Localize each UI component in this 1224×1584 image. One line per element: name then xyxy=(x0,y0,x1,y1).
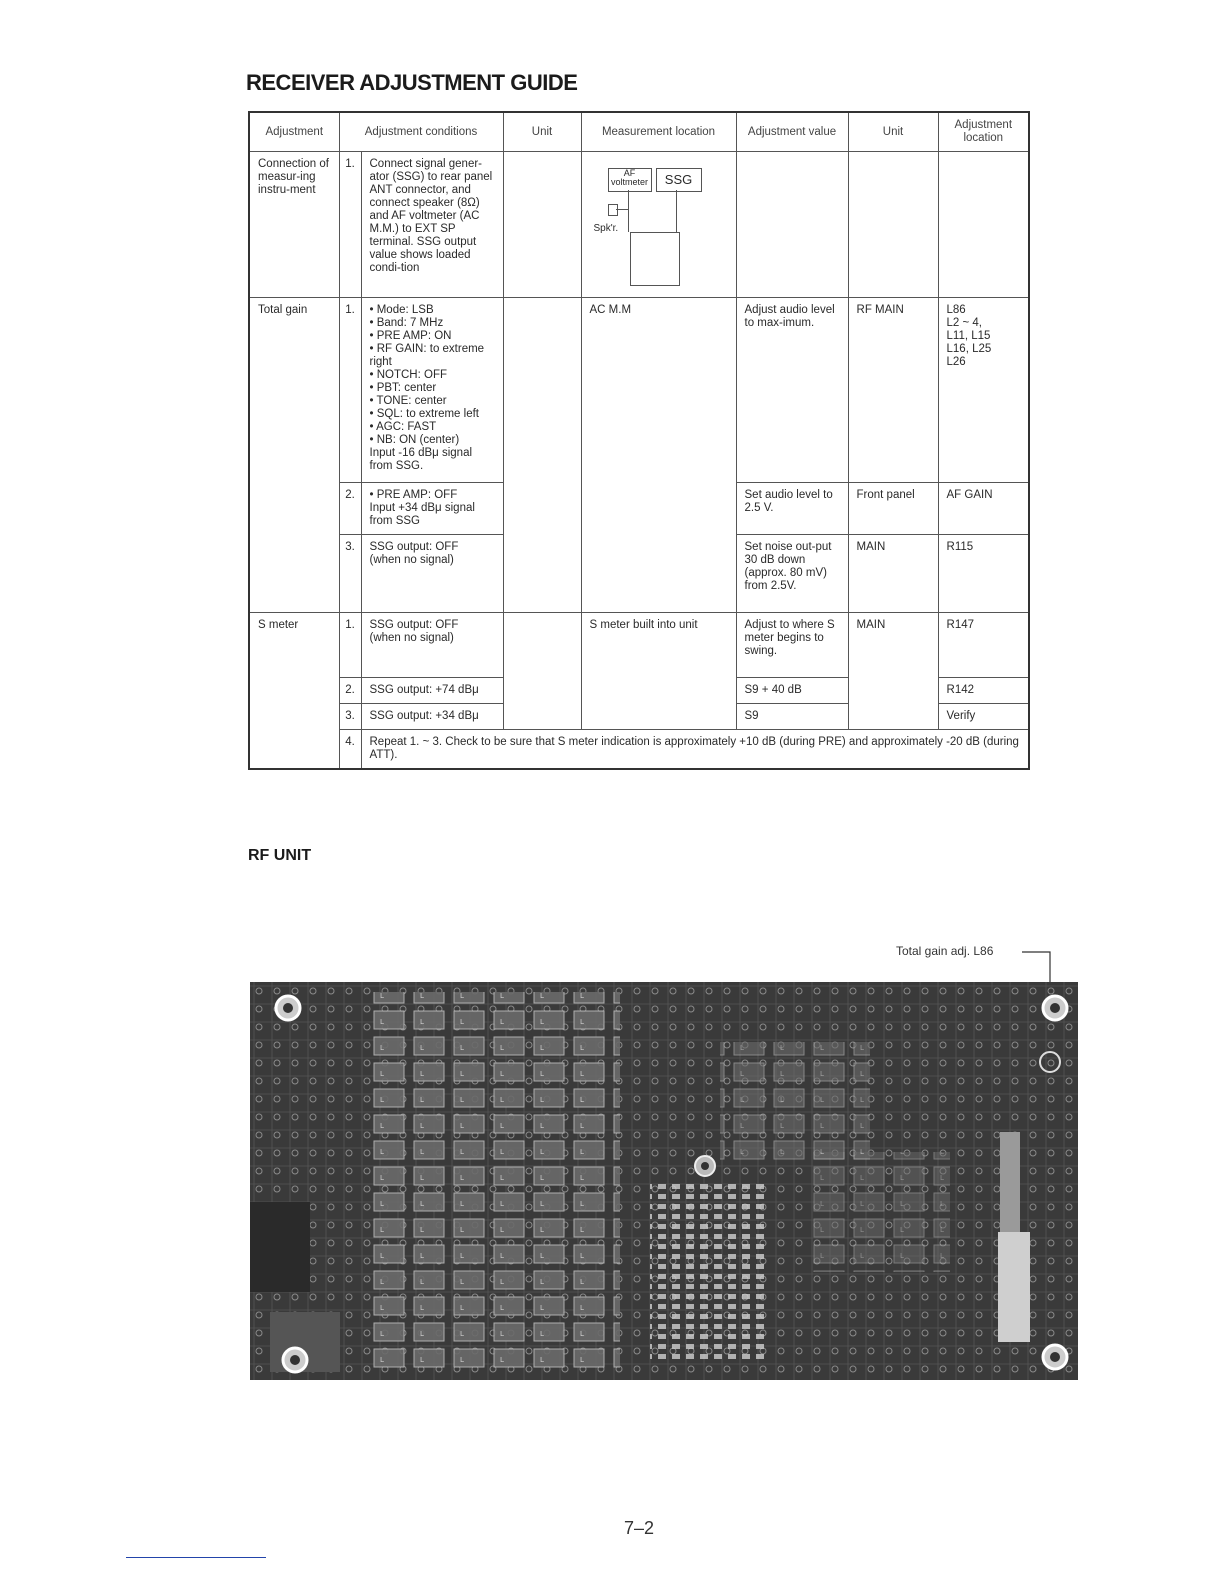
cell-num: 1. xyxy=(339,613,361,678)
cell-unit xyxy=(503,152,581,298)
table-row xyxy=(249,298,1029,483)
footer-line xyxy=(126,1557,266,1558)
cell-conditions: Repeat 1. ~ 3. Check to be sure that S meter indication is approximately +10 dB (during PRE) and approximately -20 dB (during ATT). xyxy=(361,730,1029,770)
cell-num: 2. xyxy=(339,678,361,704)
transceiver-box xyxy=(630,232,680,286)
callout-label: Total gain adj. L86 xyxy=(896,944,994,958)
cell-location: R147 xyxy=(938,613,1029,678)
cell-num: 3. xyxy=(339,535,361,613)
cell-value: S9 + 40 dB xyxy=(736,678,848,704)
cell-location: R142 xyxy=(938,678,1029,704)
pcb-illustration xyxy=(250,982,1078,1380)
cell-value: Set noise out-put 30 dB down (approx. 80 mV) from 2.5V. xyxy=(736,535,848,613)
page-title: RECEIVER ADJUSTMENT GUIDE xyxy=(246,70,578,95)
cell-adjustment: S meter xyxy=(249,613,339,770)
table-row xyxy=(249,613,1029,678)
cell-unit-2 xyxy=(848,152,938,298)
cell-num: 1. xyxy=(339,152,361,298)
cell-unit xyxy=(503,298,581,613)
ssg-box xyxy=(656,168,702,192)
cell-value: Set audio level to 2.5 V. xyxy=(736,483,848,535)
cell-conditions: SSG output: +74 dBμ xyxy=(361,678,503,704)
table-row xyxy=(249,730,1029,770)
cell-conditions: SSG output: OFF (when no signal) xyxy=(361,613,503,678)
cell-value xyxy=(736,152,848,298)
rf-unit-board-photo xyxy=(250,982,1078,1380)
cell-location: L86 L2 ~ 4, L11, L15 L16, L25 L26 xyxy=(938,298,1029,483)
cell-adjustment: Connection of measur-ing instru-ment xyxy=(249,152,339,298)
cell-num: 3. xyxy=(339,704,361,730)
header-value: Adjustment value xyxy=(736,112,848,152)
header-unit-2: Unit xyxy=(848,112,938,152)
cell-conditions: • Mode: LSB • Band: 7 MHz • PRE AMP: ON • RF GAIN: to extreme right • NOTCH: OFF • PBT: center • TONE: center • SQL: to extreme left • AGC: FAST • NB: ON (center) Input -16 dBμ signal from SSG. xyxy=(361,298,503,483)
speaker-icon xyxy=(608,204,618,216)
header-location: Adjustment location xyxy=(938,112,1029,152)
header-unit: Unit xyxy=(503,112,581,152)
cell-unit-2: MAIN xyxy=(848,613,938,730)
speaker-label: Spk'r. xyxy=(593,223,619,234)
adjustment-table xyxy=(248,111,1030,770)
cell-num: 1. xyxy=(339,298,361,483)
cell-conditions: SSG output: OFF (when no signal) xyxy=(361,535,503,613)
cell-value: S9 xyxy=(736,704,848,730)
cell-location xyxy=(938,152,1029,298)
connection-diagram xyxy=(590,158,728,286)
cell-measurement xyxy=(581,152,736,298)
af-voltmeter-label: AF voltmeter xyxy=(611,168,649,187)
cell-location: AF GAIN xyxy=(938,483,1029,535)
cell-adjustment: Total gain xyxy=(249,298,339,613)
ssg-label: SSG xyxy=(664,172,693,187)
cell-conditions: SSG output: +34 dBμ xyxy=(361,704,503,730)
cell-location: R115 xyxy=(938,535,1029,613)
rf-unit-title: RF UNIT xyxy=(248,847,312,864)
cell-value: Adjust audio level to max-imum. xyxy=(736,298,848,483)
cell-unit-2: MAIN xyxy=(848,535,938,613)
header-measurement: Measurement location xyxy=(581,112,736,152)
cell-value: Adjust to where S meter begins to swing. xyxy=(736,613,848,678)
header-adjustment: Adjustment xyxy=(249,112,339,152)
cell-unit-2: Front panel xyxy=(848,483,938,535)
table-row xyxy=(249,152,1029,298)
cell-conditions: Connect signal gener-ator (SSG) to rear panel ANT connector, and connect speaker (8Ω) and AF voltmeter (AC M.M.) to EXT SP terminal. SSG output value shows loaded condi-tion xyxy=(361,152,503,298)
cell-num: 2. xyxy=(339,483,361,535)
cell-measurement: AC M.M xyxy=(581,298,736,613)
table-header-row xyxy=(249,112,1029,152)
page-number: 7–2 xyxy=(624,1518,655,1538)
cell-unit-2: RF MAIN xyxy=(848,298,938,483)
cell-conditions: • PRE AMP: OFF Input +34 dBμ signal from SSG xyxy=(361,483,503,535)
af-voltmeter-box xyxy=(608,168,652,192)
cell-unit xyxy=(503,613,581,730)
cell-measurement: S meter built into unit xyxy=(581,613,736,730)
cell-num: 4. xyxy=(339,730,361,770)
cell-location: Verify xyxy=(938,704,1029,730)
header-conditions: Adjustment conditions xyxy=(339,112,503,152)
